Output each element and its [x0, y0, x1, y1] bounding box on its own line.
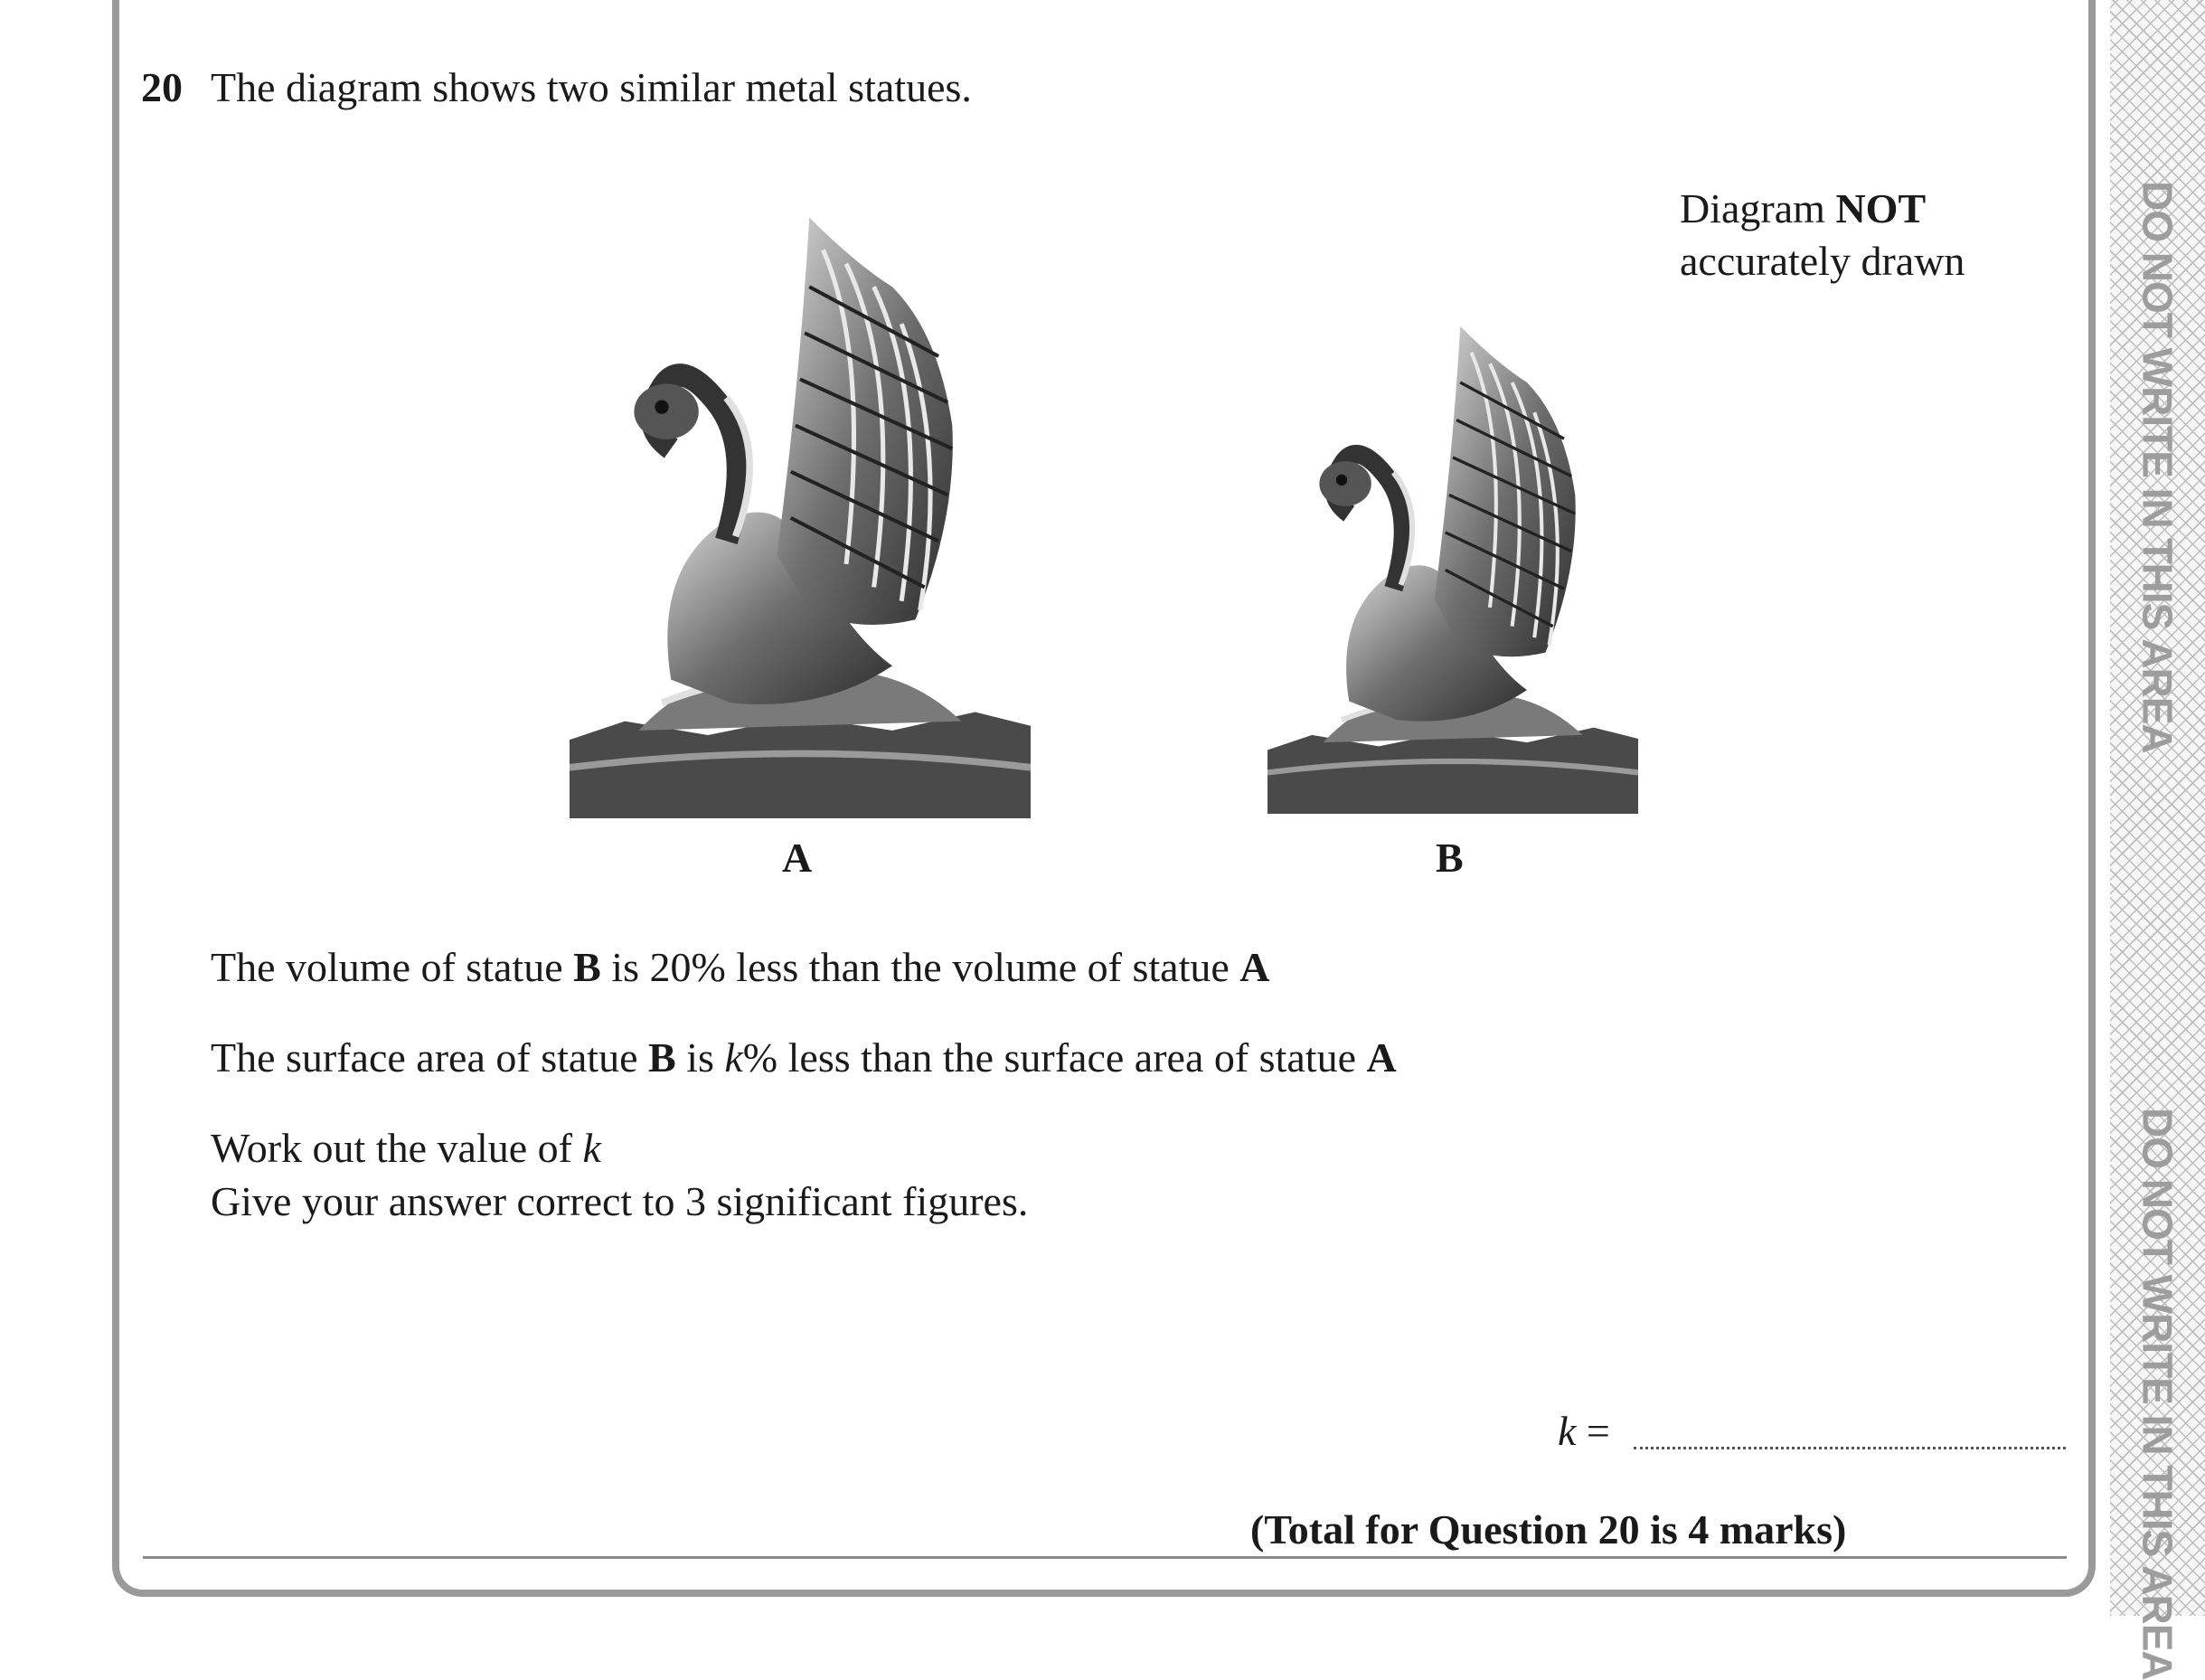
- margin-strip: [2110, 0, 2205, 1680]
- instruction-line: [211, 1124, 601, 1172]
- bottom-rule: [143, 1556, 2067, 1559]
- text-span: is: [675, 1034, 725, 1081]
- bold-b: B: [648, 1034, 676, 1081]
- surface-area-statement: [211, 1033, 1397, 1081]
- question-total: (Total for Question 20 is 4 marks): [1250, 1506, 1847, 1553]
- statue-a-image: [570, 194, 1031, 818]
- margin-warning-bottom: DO NOT WRITE IN THIS AREA: [2134, 1108, 2181, 1680]
- answer-line[interactable]: [1634, 1447, 2066, 1449]
- answer-variable: k: [1558, 1408, 1577, 1454]
- precision-instruction: Give your answer correct to 3 significant figures.: [211, 1178, 1029, 1224]
- bold-a: A: [1239, 944, 1270, 990]
- answer-label: [1558, 1407, 1610, 1455]
- diagram-note-prefix: Diagram: [1680, 185, 1836, 231]
- variable-k: k: [724, 1034, 743, 1081]
- question-text: The diagram shows two similar metal statues.: [211, 64, 972, 110]
- text-span: is 20% less than the volume of statue: [600, 944, 1240, 990]
- text-span: The volume of statue: [211, 944, 574, 990]
- variable-k: k: [582, 1125, 601, 1171]
- answer-equals: =: [1576, 1408, 1610, 1454]
- question-number: 20: [141, 64, 183, 110]
- diagram-note-not: NOT: [1835, 185, 1927, 231]
- bold-a: A: [1366, 1034, 1397, 1081]
- diagram-note: [1680, 183, 1965, 288]
- text-span: Work out the value of: [211, 1125, 583, 1171]
- diagram-note-line2: accurately drawn: [1680, 238, 1965, 284]
- statue-b-label: B: [1436, 835, 1464, 881]
- text-span: % less than the surface area of statue: [742, 1034, 1367, 1081]
- volume-statement: [211, 943, 1270, 991]
- statue-a-label: A: [782, 835, 813, 881]
- text-span: The surface area of statue: [211, 1034, 648, 1081]
- statue-b-image: [1267, 307, 1638, 814]
- bold-b: B: [573, 944, 601, 990]
- margin-warning-top: DO NOT WRITE IN THIS AREA: [2134, 181, 2181, 753]
